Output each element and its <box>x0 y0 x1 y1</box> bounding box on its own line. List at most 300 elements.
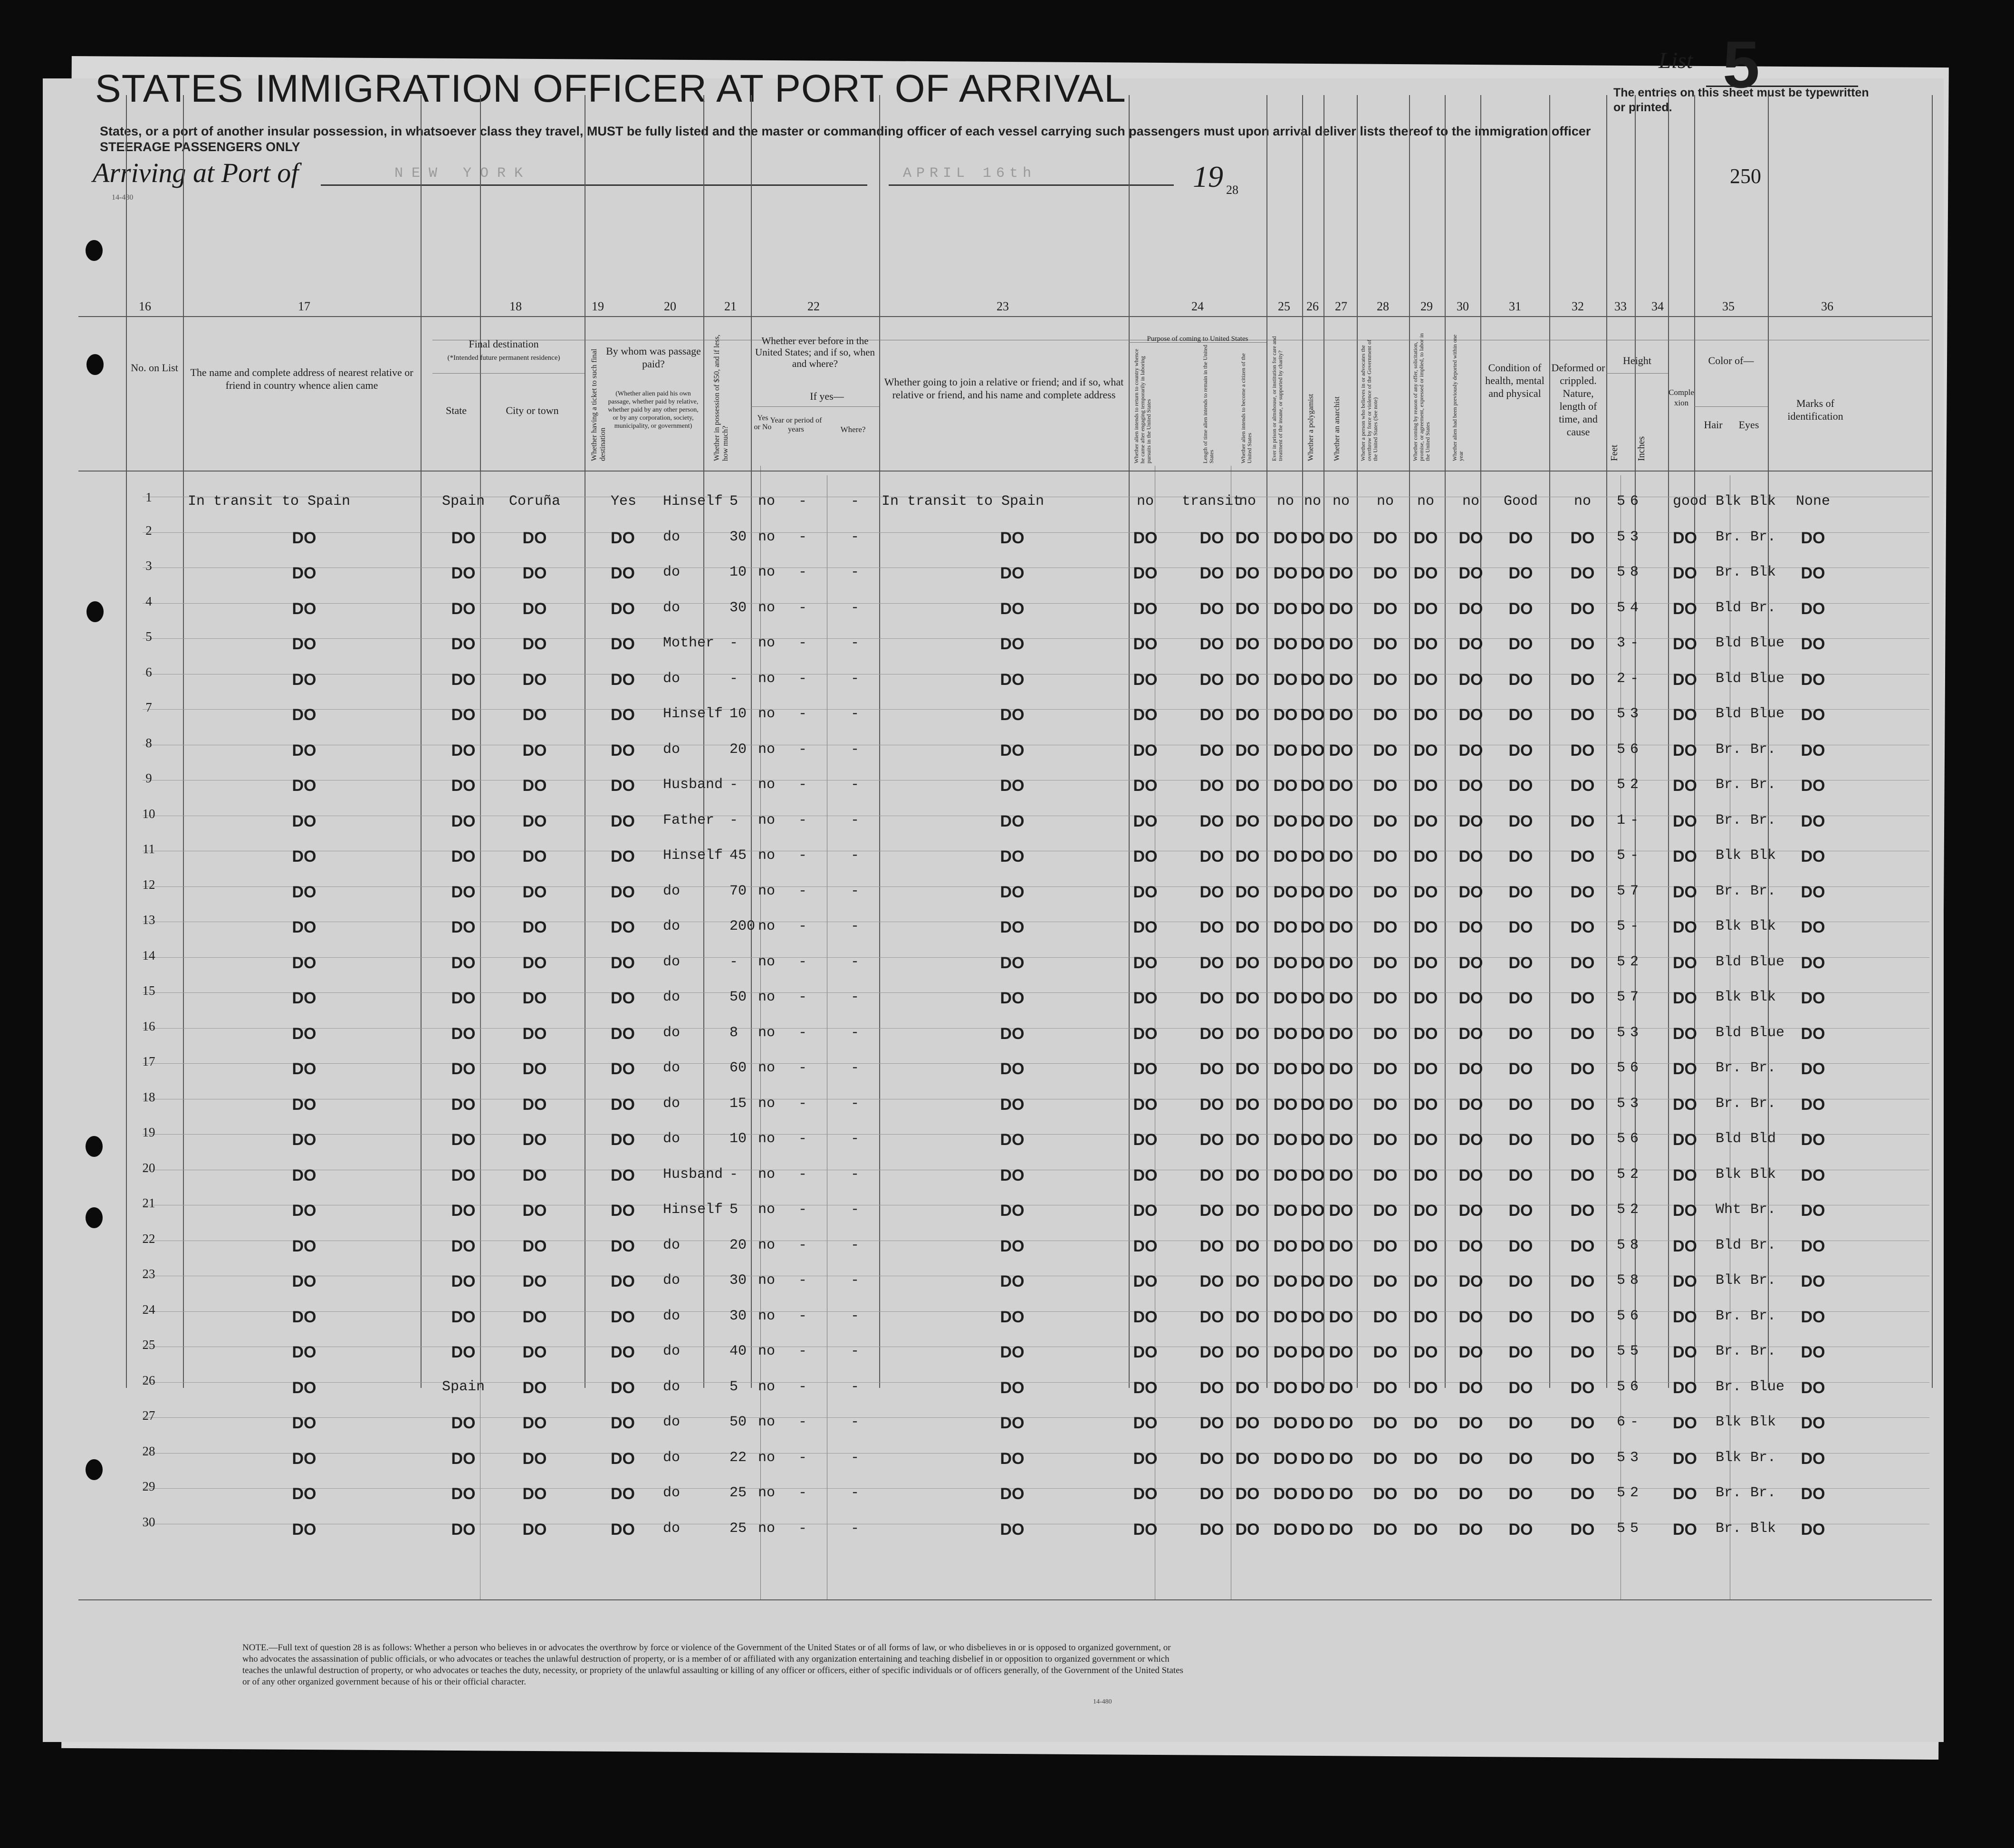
cell-c24b: DO <box>1199 847 1224 866</box>
cell-hair: Bld <box>1716 635 1742 651</box>
cell-height-inches: 6 <box>1630 741 1639 758</box>
cell-c24b: DO <box>1199 529 1224 547</box>
cell-ticket: DO <box>611 777 635 795</box>
cell-complexion: DO <box>1673 1343 1697 1361</box>
header-years: Year or period of years <box>770 416 822 433</box>
row-number: 14 <box>142 948 155 962</box>
cell-height-inches: 8 <box>1630 1237 1639 1253</box>
cell-where: - <box>851 1024 860 1041</box>
cell-health: DO <box>1508 741 1533 760</box>
cell-deformed: DO <box>1570 1485 1595 1503</box>
cell-state: DO <box>451 953 476 972</box>
header-complexion: Complexion <box>1669 388 1694 407</box>
cell-c28: DO <box>1373 953 1398 972</box>
cell-complexion: DO <box>1673 883 1697 901</box>
cell-c24a: DO <box>1133 918 1158 936</box>
cell-years: - <box>798 1060 807 1076</box>
cell-city: DO <box>522 1131 547 1149</box>
cell-deformed: DO <box>1570 1166 1595 1184</box>
cell-joining: In transit to Spain <box>882 493 1045 510</box>
row-number: 15 <box>142 983 155 998</box>
cell-c24c: DO <box>1235 1272 1260 1290</box>
cell-been-before: no <box>758 918 776 934</box>
header-state: State <box>446 404 467 416</box>
cell-been-before: no <box>758 1095 776 1112</box>
form-code: 14-480 <box>112 193 134 202</box>
cell-eyes: Br. <box>1750 1343 1776 1359</box>
cell-ticket: DO <box>611 1095 635 1114</box>
cell-deformed: DO <box>1570 599 1595 618</box>
cell-passage-paid-by: do <box>663 1024 681 1041</box>
date-line <box>889 184 1174 186</box>
cell-hair: Bld <box>1716 953 1742 970</box>
cell-c27: DO <box>1329 1131 1353 1149</box>
cell-state: DO <box>451 1308 476 1326</box>
cell-c30: no <box>1462 493 1479 510</box>
cell-height-feet: 5 <box>1617 847 1626 864</box>
cell-health: DO <box>1508 1308 1533 1326</box>
cell-deformed: DO <box>1570 1131 1595 1149</box>
cell-been-before: no <box>758 812 776 828</box>
column-number: 33 <box>1614 299 1627 313</box>
cell-where: - <box>851 918 860 934</box>
cell-city: DO <box>522 1095 547 1114</box>
cell-relative: DO <box>292 918 316 936</box>
cell-money: - <box>729 953 738 970</box>
column-rule <box>1549 95 1550 1388</box>
cell-joining: DO <box>1000 1308 1025 1326</box>
cell-hair: Bld <box>1716 599 1742 616</box>
cell-passage-paid-by: Father <box>663 812 715 828</box>
cell-c27: DO <box>1329 1095 1353 1114</box>
cell-where: - <box>851 1378 860 1395</box>
cell-c28: DO <box>1373 883 1398 901</box>
cell-passage-paid-by: do <box>663 1237 681 1253</box>
cell-marks: DO <box>1801 989 1825 1007</box>
cell-ticket: DO <box>611 741 635 760</box>
cell-c26: DO <box>1300 635 1325 653</box>
cell-eyes: Br. <box>1750 529 1776 545</box>
row-number: 8 <box>145 735 152 750</box>
cell-c29: DO <box>1413 1202 1438 1220</box>
cell-height-inches: 3 <box>1630 529 1639 545</box>
cell-c30: DO <box>1458 1449 1483 1468</box>
cell-c28: DO <box>1373 1414 1398 1432</box>
cell-height-inches: - <box>1630 812 1639 828</box>
cell-eyes: Br. <box>1750 777 1776 793</box>
cell-complexion: DO <box>1673 1378 1697 1397</box>
cell-passage-paid-by: do <box>663 1131 681 1147</box>
cell-c24b: DO <box>1199 1308 1224 1326</box>
cell-c25: DO <box>1273 1378 1298 1397</box>
binding-hole <box>86 1207 103 1228</box>
cell-city: DO <box>522 741 547 760</box>
cell-c24a: DO <box>1133 1095 1158 1114</box>
cell-c24b: DO <box>1199 1237 1224 1255</box>
cell-where: - <box>851 599 860 616</box>
cell-joining: DO <box>1000 777 1025 795</box>
column-rule <box>183 95 184 1388</box>
cell-passage-paid-by: Mother <box>663 635 715 651</box>
cell-c26: DO <box>1300 1095 1325 1114</box>
cell-c29: DO <box>1413 1131 1438 1149</box>
cell-hair: Br. <box>1716 1343 1742 1359</box>
cell-c28: DO <box>1373 1095 1398 1114</box>
cell-passage-paid-by: do <box>663 1308 681 1324</box>
row-rule <box>143 992 1929 993</box>
cell-complexion: DO <box>1673 670 1697 689</box>
cell-c30: DO <box>1458 1060 1483 1078</box>
row-number: 27 <box>142 1408 155 1423</box>
cell-complexion: DO <box>1673 706 1697 724</box>
cell-joining: DO <box>1000 1237 1025 1255</box>
cell-hair: Wht <box>1716 1202 1742 1218</box>
row-rule <box>143 886 1929 887</box>
cell-complexion: DO <box>1673 953 1697 972</box>
binding-hole <box>86 1459 103 1480</box>
cell-health: DO <box>1508 1343 1533 1361</box>
row-rule <box>143 1028 1929 1029</box>
cell-c26: DO <box>1300 1237 1325 1255</box>
cell-been-before: no <box>758 1343 776 1359</box>
cell-c30: DO <box>1458 1308 1483 1326</box>
cell-money: - <box>729 1166 738 1183</box>
cell-marks: DO <box>1801 953 1825 972</box>
cell-c28: DO <box>1373 1131 1398 1149</box>
cell-eyes: Blk <box>1750 1414 1776 1430</box>
cell-hair: Bld <box>1716 1131 1742 1147</box>
cell-c27: DO <box>1329 670 1353 689</box>
cell-eyes: Bld <box>1750 1131 1776 1147</box>
cell-where: - <box>851 706 860 722</box>
cell-marks: DO <box>1801 847 1825 866</box>
cell-c28: DO <box>1373 1520 1398 1539</box>
cell-c24a: DO <box>1133 1378 1158 1397</box>
cell-c28: DO <box>1373 1237 1398 1255</box>
cell-state: DO <box>451 1166 476 1184</box>
cell-c26: DO <box>1300 777 1325 795</box>
header-where: Where? <box>840 425 866 434</box>
cell-c27: DO <box>1329 1237 1353 1255</box>
cell-c26: DO <box>1300 1343 1325 1361</box>
cell-c27: DO <box>1329 1024 1353 1043</box>
cell-eyes: Blue <box>1750 953 1785 970</box>
cell-money: 5 <box>729 1378 738 1395</box>
cell-passage-paid-by: do <box>663 1414 681 1430</box>
cell-relative: DO <box>292 1237 316 1255</box>
cell-c27: DO <box>1329 1060 1353 1078</box>
cell-c26: DO <box>1300 1449 1325 1468</box>
cell-where: - <box>851 1308 860 1324</box>
cell-c27: DO <box>1329 847 1353 866</box>
cell-city: DO <box>522 1060 547 1078</box>
header-eyes: Eyes <box>1738 419 1759 431</box>
column-number: 21 <box>724 299 737 313</box>
cell-c24b: DO <box>1199 706 1224 724</box>
cell-years: - <box>798 706 807 722</box>
cell-c26: DO <box>1300 883 1325 901</box>
cell-hair: Blk <box>1716 1449 1742 1466</box>
cell-c26: DO <box>1300 599 1325 618</box>
cell-ticket: DO <box>611 564 635 582</box>
cell-c30: DO <box>1458 989 1483 1007</box>
cell-c24b: DO <box>1199 883 1224 901</box>
cell-marks: DO <box>1801 1166 1825 1184</box>
cell-c28: DO <box>1373 812 1398 830</box>
cell-complexion: DO <box>1673 1202 1697 1220</box>
cell-marks: DO <box>1801 1131 1825 1149</box>
cell-where: - <box>851 812 860 828</box>
entries-note: The entries on this sheet must be typewritten or printed. <box>1613 86 1869 114</box>
cell-c24c: DO <box>1235 706 1260 724</box>
cell-been-before: no <box>758 1378 776 1395</box>
cell-years: - <box>798 777 807 793</box>
cell-health: DO <box>1508 529 1533 547</box>
cell-city: DO <box>522 1485 547 1503</box>
cell-been-before: no <box>758 1060 776 1076</box>
cell-c24a: no <box>1136 493 1154 510</box>
cell-relative: DO <box>292 635 316 653</box>
cell-been-before: no <box>758 1272 776 1289</box>
cell-health: DO <box>1508 847 1533 866</box>
row-rule <box>143 1488 1929 1489</box>
cell-where: - <box>851 1166 860 1183</box>
cell-years: - <box>798 1485 807 1501</box>
cell-years: - <box>798 847 807 864</box>
cell-c29: DO <box>1413 1060 1438 1078</box>
cell-c25: DO <box>1273 1343 1298 1361</box>
cell-where: - <box>851 564 860 580</box>
cell-eyes: Blue <box>1750 670 1785 687</box>
cell-city: DO <box>522 953 547 972</box>
cell-c24a: DO <box>1133 1024 1158 1043</box>
header-rule <box>78 316 1932 317</box>
row-rule <box>143 532 1929 533</box>
row-number: 6 <box>145 664 152 679</box>
cell-c24a: DO <box>1133 1060 1158 1078</box>
cell-c24c: DO <box>1235 847 1260 866</box>
cell-c26: DO <box>1300 989 1325 1007</box>
cell-eyes: Blue <box>1750 706 1785 722</box>
cell-c25: DO <box>1273 706 1298 724</box>
cell-ticket: DO <box>611 1237 635 1255</box>
cell-where: - <box>851 1414 860 1430</box>
column-number: 29 <box>1420 299 1433 313</box>
cell-money: - <box>729 670 738 687</box>
cell-ticket: DO <box>611 1202 635 1220</box>
row-number: 30 <box>142 1514 155 1529</box>
cell-where: - <box>851 953 860 970</box>
cell-ticket: DO <box>611 529 635 547</box>
cell-joining: DO <box>1000 1024 1025 1043</box>
column-rule <box>1445 95 1446 1388</box>
cell-relative: DO <box>292 1272 316 1290</box>
header-passage: By whom was passage paid? <box>606 345 701 370</box>
cell-c28: DO <box>1373 989 1398 1007</box>
cell-c30: DO <box>1458 847 1483 866</box>
cell-c28: DO <box>1373 1202 1398 1220</box>
cell-height-inches: - <box>1630 918 1639 934</box>
cell-health: DO <box>1508 918 1533 936</box>
cell-c30: DO <box>1458 564 1483 582</box>
cell-relative: DO <box>292 1024 316 1043</box>
column-number: 32 <box>1572 299 1584 313</box>
cell-c24a: DO <box>1133 1166 1158 1184</box>
cell-relative: DO <box>292 1414 316 1432</box>
header-feet: Feet <box>1609 444 1620 461</box>
cell-complexion: DO <box>1673 529 1697 547</box>
cell-height-feet: 5 <box>1617 989 1626 1005</box>
cell-state: DO <box>451 1202 476 1220</box>
cell-ticket: DO <box>611 1520 635 1539</box>
cell-deformed: DO <box>1570 670 1595 689</box>
cell-money: - <box>729 635 738 651</box>
cell-c25: DO <box>1273 635 1298 653</box>
cell-relative: DO <box>292 1343 316 1361</box>
cell-c30: DO <box>1458 635 1483 653</box>
cell-health: DO <box>1508 1378 1533 1397</box>
cell-height-feet: 5 <box>1617 1485 1626 1501</box>
cell-where: - <box>851 989 860 1005</box>
cell-deformed: DO <box>1570 847 1595 866</box>
cell-height-feet: 5 <box>1617 1520 1626 1537</box>
cell-money: 30 <box>729 1308 747 1324</box>
header-health: Condition of health, mental and physical <box>1485 362 1544 399</box>
cell-deformed: DO <box>1570 529 1595 547</box>
cell-c26: DO <box>1300 1166 1325 1184</box>
cell-c25: DO <box>1273 1237 1298 1255</box>
cell-where: - <box>851 529 860 545</box>
cell-complexion: DO <box>1673 1237 1697 1255</box>
cell-c24b: DO <box>1199 1449 1224 1468</box>
cell-c24c: DO <box>1235 1024 1260 1043</box>
date-value: APRIL 16th <box>903 165 1036 182</box>
column-number: 26 <box>1306 299 1319 313</box>
cell-c24c: DO <box>1235 635 1260 653</box>
cell-c30: DO <box>1458 1485 1483 1503</box>
cell-relative: DO <box>292 599 316 618</box>
cell-marks: DO <box>1801 1272 1825 1290</box>
cell-height-inches: 8 <box>1630 1272 1639 1289</box>
port-line <box>321 184 867 186</box>
cell-c24a: DO <box>1133 1343 1158 1361</box>
cell-complexion: DO <box>1673 989 1697 1007</box>
cell-height-inches: 6 <box>1630 1308 1639 1324</box>
cell-city: DO <box>522 670 547 689</box>
column-rule <box>703 95 704 1388</box>
cell-height-feet: 5 <box>1617 777 1626 793</box>
cell-money: 20 <box>729 1237 747 1253</box>
cell-c24a: DO <box>1133 564 1158 582</box>
cell-c24b: DO <box>1199 1095 1224 1114</box>
cell-passage-paid-by: do <box>663 599 681 616</box>
cell-city: DO <box>522 706 547 724</box>
cell-been-before: no <box>758 670 776 687</box>
cell-passage-paid-by: do <box>663 953 681 970</box>
cell-ticket: DO <box>611 1343 635 1361</box>
cell-state: DO <box>451 706 476 724</box>
cell-c28: DO <box>1373 635 1398 653</box>
cell-city: DO <box>522 1378 547 1397</box>
cell-relative: DO <box>292 1449 316 1468</box>
cell-where: - <box>851 1343 860 1359</box>
binding-hole <box>86 240 103 261</box>
cell-passage-paid-by: do <box>663 529 681 545</box>
cell-c26: DO <box>1300 1272 1325 1290</box>
cell-c24b: transit <box>1181 493 1242 510</box>
cell-deformed: DO <box>1570 953 1595 972</box>
cell-deformed: DO <box>1570 1308 1595 1326</box>
cell-c29: DO <box>1413 1520 1438 1539</box>
cell-deformed: DO <box>1570 1060 1595 1078</box>
cell-money: 22 <box>729 1449 747 1466</box>
cell-c26: DO <box>1300 812 1325 830</box>
cell-marks: DO <box>1801 670 1825 689</box>
cell-marks: DO <box>1801 1308 1825 1326</box>
cell-state: DO <box>451 1414 476 1432</box>
column-number: 18 <box>509 299 522 313</box>
column-number: 22 <box>807 299 820 313</box>
cell-city: DO <box>522 599 547 618</box>
cell-hair: Br. <box>1716 1485 1742 1501</box>
cell-c24b: DO <box>1199 812 1224 830</box>
cell-c29: DO <box>1413 918 1438 936</box>
cell-state: DO <box>451 670 476 689</box>
cell-c30: DO <box>1458 1095 1483 1114</box>
header-no-on-list: No. on List <box>131 362 178 374</box>
cell-marks: DO <box>1801 1060 1825 1078</box>
cell-health: DO <box>1508 989 1533 1007</box>
cell-been-before: no <box>758 493 776 510</box>
cell-c24c: DO <box>1235 1237 1260 1255</box>
cell-passage-paid-by: do <box>663 1343 681 1359</box>
cell-city: DO <box>522 812 547 830</box>
cell-height-feet: 5 <box>1617 883 1626 899</box>
cell-deformed: no <box>1573 493 1591 510</box>
cell-health: DO <box>1508 812 1533 830</box>
dest-rule <box>432 373 585 374</box>
cell-hair: Blk <box>1716 847 1742 864</box>
cell-money: 50 <box>729 1414 747 1430</box>
cell-c27: DO <box>1329 1308 1353 1326</box>
cell-years: - <box>798 1131 807 1147</box>
cell-money: 25 <box>729 1485 747 1501</box>
cell-city: DO <box>522 1272 547 1290</box>
row-number: 21 <box>142 1196 155 1210</box>
cell-been-before: no <box>758 1024 776 1041</box>
column-number: 17 <box>298 299 310 313</box>
cell-joining: DO <box>1000 1343 1025 1361</box>
cell-years: - <box>798 493 807 510</box>
row-rule <box>143 957 1929 958</box>
cell-height-feet: 3 <box>1617 635 1626 651</box>
cell-passage-paid-by: Hinself <box>663 493 723 510</box>
cell-hair: Br. <box>1716 1520 1742 1537</box>
cell-c24b: DO <box>1199 1343 1224 1361</box>
cell-c24a: DO <box>1133 1485 1158 1503</box>
cell-relative: DO <box>292 1378 316 1397</box>
cell-height-feet: 5 <box>1617 529 1626 545</box>
list-number: 5 <box>1723 27 1760 102</box>
cell-joining: DO <box>1000 1131 1025 1149</box>
cell-c30: DO <box>1458 1202 1483 1220</box>
cell-c26: DO <box>1300 1202 1325 1220</box>
cell-c24c: no <box>1238 493 1256 510</box>
cell-c26: DO <box>1300 706 1325 724</box>
cell-deformed: DO <box>1570 1024 1595 1043</box>
column-number: 20 <box>664 299 676 313</box>
cell-c24a: DO <box>1133 847 1158 866</box>
